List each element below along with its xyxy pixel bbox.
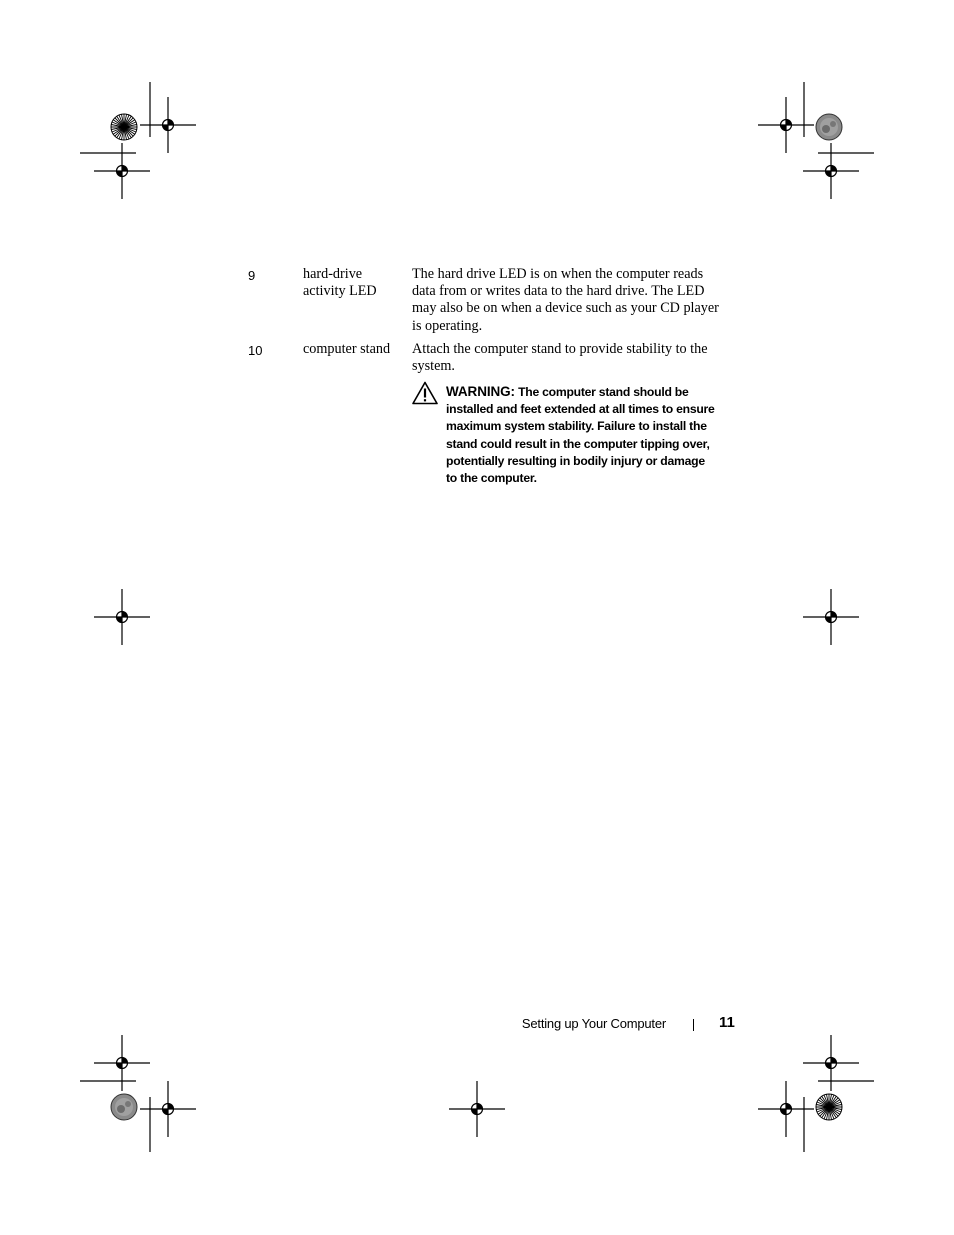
footer-separator [693,1019,694,1031]
footer-section-title: Setting up Your Computer [521,1016,666,1031]
row-item-name: computer stand [303,341,391,357]
row-item-name: hard-drive activity LED [303,266,377,300]
warning-body: The computer stand should be installed and feet extended at all times to ensure maximum system stability. Failure to install the stand could result in the computer tipping over, potentially resulting in bodily injury or damage to the computer. [446,385,715,486]
page-number: 11 [719,1014,735,1031]
warning-triangle-icon [412,381,438,405]
row-description: Attach the computer stand to provide stability to the system. [412,341,708,375]
warning-label: WARNING: [446,384,515,399]
row-description: The hard drive LED is on when the computer reads data from or writes data to the hard drive. The LED may also be on when a device such as your CD player is operating. [412,266,719,334]
row-number: 10 [248,343,263,358]
warning-text [446,383,718,487]
row-number: 9 [248,268,256,283]
